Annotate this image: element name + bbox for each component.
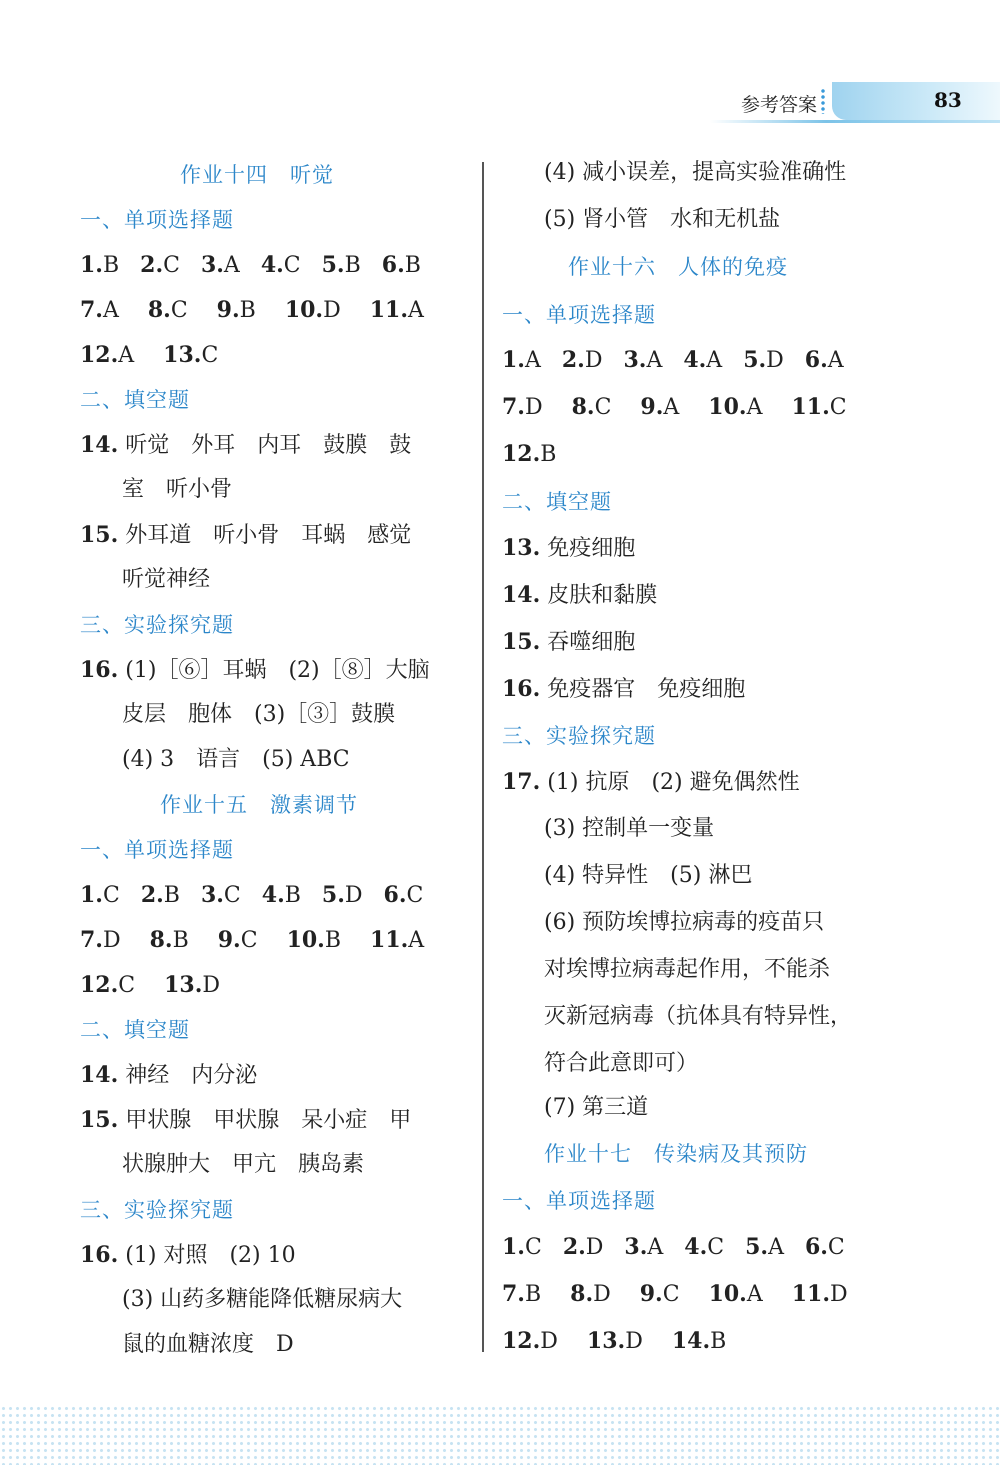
answer-line: 15. 甲状腺 甲状腺 呆小症 甲	[80, 1107, 412, 1133]
heading-fill-in: 二、填空题	[502, 490, 612, 514]
heading-fill-in: 二、填空题	[80, 388, 190, 412]
heading-fill-in: 二、填空题	[80, 1018, 190, 1042]
answer-line: (7) 第三道	[544, 1095, 649, 1120]
answer-row: 1.A 2.D 3.A 4.A 5.D 6.A	[502, 347, 844, 373]
answer-row: 12.B	[502, 441, 557, 467]
answer-line: 符合此意即可）	[544, 1051, 699, 1076]
heading-single-choice: 一、单项选择题	[80, 208, 234, 232]
header-label: 参考答案	[741, 94, 818, 116]
answer-row: 7.B 8.D 9.C 10.A 11.D	[502, 1281, 848, 1307]
answer-row: 1.C 2.D 3.A 4.C 5.A 6.C	[502, 1234, 845, 1260]
answer-line: (3) 山药多糖能降低糖尿病大	[122, 1287, 403, 1312]
page-number: 83	[934, 88, 962, 112]
page-number-tab	[832, 82, 1000, 120]
answer-line: (4) 减小误差，提高实验准确性	[544, 160, 847, 185]
answer-line: 14. 神经 内分泌	[80, 1062, 258, 1088]
answer-line: 16. (1)［⑥］耳蜗 (2)［⑧］大脑	[80, 657, 430, 683]
answer-line: 15. 外耳道 听小骨 耳蜗 感觉	[80, 522, 412, 548]
answer-line: 状腺肿大 甲亢 胰岛素	[122, 1152, 365, 1177]
answer-row: 12.A 13.C	[80, 342, 219, 368]
answer-line: 14. 听觉 外耳 内耳 鼓膜 鼓	[80, 432, 412, 458]
header-rule	[710, 120, 1000, 123]
answer-line: 16. (1) 对照 (2) 10	[80, 1242, 296, 1268]
section-title-hw15: 作业十五 激素调节	[160, 793, 358, 817]
answer-line: 皮层 胞体 (3)［③］鼓膜	[122, 702, 396, 727]
footer-dot-pattern	[0, 1405, 1000, 1465]
answer-line: 13. 免疫细胞	[502, 535, 636, 561]
answer-row: 7.A 8.C 9.B 10.D 11.A	[80, 297, 424, 323]
answer-line: (3) 控制单一变量	[544, 816, 715, 841]
answer-line: 听觉神经	[122, 567, 211, 592]
answer-row: 7.D 8.C 9.A 10.A 11.C	[502, 394, 847, 420]
section-title-hw14: 作业十四 听觉	[180, 163, 334, 187]
section-title-hw16: 作业十六 人体的免疫	[568, 255, 788, 279]
answer-row: 1.B 2.C 3.A 4.C 5.B 6.B	[80, 252, 421, 278]
answer-line: (5) 肾小管 水和无机盐	[544, 207, 781, 232]
answer-row: 12.C 13.D	[80, 972, 221, 998]
answer-line: (6) 预防埃博拉病毒的疫苗只	[544, 910, 825, 935]
answer-line: 15. 吞噬细胞	[502, 629, 636, 655]
answer-row: 7.D 8.B 9.C 10.B 11.A	[80, 927, 425, 953]
answer-row: 1.C 2.B 3.C 4.B 5.D 6.C	[80, 882, 424, 908]
answer-line: 灭新冠病毒（抗体具有特异性，	[544, 1004, 853, 1029]
heading-experiment: 三、实验探究题	[80, 1198, 234, 1222]
heading-single-choice: 一、单项选择题	[502, 303, 656, 327]
heading-experiment: 三、实验探究题	[502, 724, 656, 748]
answer-row: 12.D 13.D 14.B	[502, 1328, 727, 1354]
answer-line: 对埃博拉病毒起作用，不能杀	[544, 957, 831, 982]
answer-line: 16. 免疫器官 免疫细胞	[502, 676, 746, 702]
section-title-hw17: 作业十七 传染病及其预防	[544, 1142, 808, 1166]
header-dots-decoration	[820, 88, 826, 114]
heading-single-choice: 一、单项选择题	[502, 1189, 656, 1213]
answer-line: 17. (1) 抗原 (2) 避免偶然性	[502, 769, 800, 795]
answer-line: 鼠的血糖浓度 D	[122, 1332, 294, 1357]
column-divider	[482, 162, 484, 1352]
heading-experiment: 三、实验探究题	[80, 613, 234, 637]
answer-line: 14. 皮肤和黏膜	[502, 582, 658, 608]
page-header	[738, 82, 1000, 122]
answer-line: (4) 3 语言 (5) ABC	[122, 747, 350, 772]
answer-line: 室 听小骨	[122, 477, 233, 502]
answer-line: (4) 特异性 (5) 淋巴	[544, 863, 753, 888]
heading-single-choice: 一、单项选择题	[80, 838, 234, 862]
